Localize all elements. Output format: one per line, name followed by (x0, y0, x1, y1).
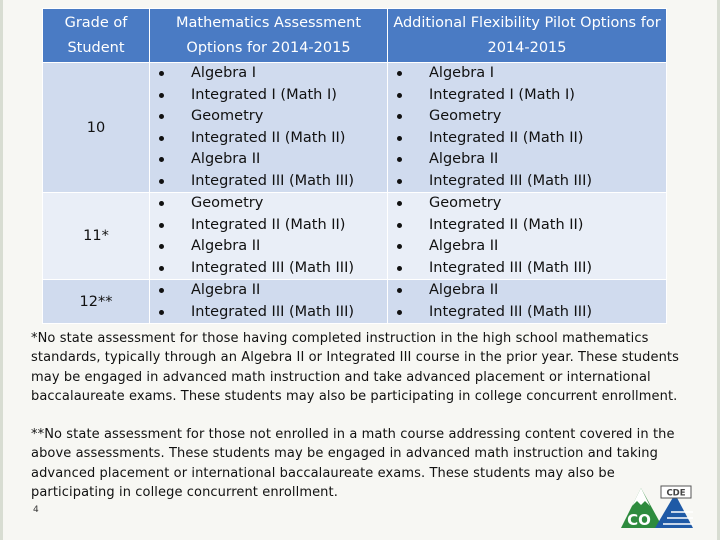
slide-frame-left (0, 0, 3, 540)
option-label: Algebra I (429, 65, 495, 81)
bullet-icon (397, 179, 402, 184)
option-label: Algebra II (429, 238, 499, 254)
list-item (388, 171, 666, 193)
option-label: Integrated III (Math III) (191, 259, 355, 276)
bullet-icon (397, 136, 402, 141)
header-assessment-options: Mathematics Assessment Options for 2014-2015 (150, 9, 388, 63)
list-item (150, 215, 387, 237)
option-label: Algebra II (429, 151, 499, 167)
bullet-icon (159, 266, 164, 271)
list-item (150, 171, 387, 193)
list-item (388, 63, 666, 85)
bullet-icon (159, 71, 164, 76)
header-pilot-options: Additional Flexibility Pilot Options for 2014-2015 (388, 9, 667, 63)
list-item (388, 106, 666, 128)
option-label: Geometry (429, 108, 502, 124)
bullet-icon (397, 71, 402, 76)
option-label: Integrated I (Math I) (191, 86, 337, 103)
option-label: Geometry (191, 108, 264, 124)
option-label: Integrated II (Math II) (191, 216, 346, 233)
table-row-grade-12 (43, 280, 667, 324)
pilot-options-cell (388, 280, 667, 324)
list-item (388, 280, 666, 302)
bullet-icon (159, 223, 164, 228)
bullet-icon (159, 310, 164, 315)
option-label: Geometry (429, 195, 502, 211)
option-label: Geometry (191, 195, 264, 211)
list-item (150, 236, 387, 258)
option-label: Algebra I (191, 65, 257, 81)
list-item (150, 149, 387, 171)
logo-cde-text: CDE (666, 488, 686, 499)
assessment-options-cell (150, 280, 388, 324)
bullet-icon (159, 157, 164, 162)
option-label: Algebra II (191, 238, 261, 254)
list-item (150, 85, 387, 107)
bullet-icon (159, 179, 164, 184)
list-item (150, 63, 387, 85)
cde-logo (619, 484, 693, 530)
footnote-grade-11: *No state assessment for those having completed instruction in the high school mathematics standards, typically through an Algebra II or Integrated III course in the prior year. These students may be engaged in advanced math instruction and take advanced placement or international baccalaureate exams. These students may also be participating in college concurrent enrollment. (31, 331, 679, 404)
list-item (388, 215, 666, 237)
bullet-icon (397, 223, 402, 228)
option-label: Integrated III (Math III) (429, 172, 593, 189)
list-item (388, 149, 666, 171)
bullet-icon (397, 310, 402, 315)
cde-logo-icon (619, 484, 693, 530)
bullet-icon (397, 244, 402, 249)
option-label: Algebra II (429, 282, 499, 298)
option-label: Integrated I (Math I) (429, 86, 575, 103)
list-item (388, 236, 666, 258)
bullet-icon (159, 288, 164, 293)
pilot-options-cell (388, 63, 667, 193)
bullet-icon (159, 136, 164, 141)
option-label: Integrated III (Math III) (429, 259, 593, 276)
list-item (150, 128, 387, 150)
grade-cell: 10 (43, 63, 150, 193)
logo-co-text: CO (627, 511, 651, 529)
grade-cell: 11* (43, 193, 150, 280)
bullet-icon (159, 244, 164, 249)
list-item (388, 302, 666, 324)
list-item (150, 280, 387, 302)
bullet-icon (159, 201, 164, 206)
assessment-options-cell (150, 63, 388, 193)
list-item (388, 193, 666, 215)
assessment-options-cell (150, 193, 388, 280)
option-label: Integrated III (Math III) (191, 172, 355, 189)
bullet-icon (397, 114, 402, 119)
list-item (150, 106, 387, 128)
list-item (150, 302, 387, 324)
table-header-row (43, 9, 667, 63)
footnote-grade-12: **No state assessment for those not enrolled in a math course addressing content covered in the above assessments. These students may be engaged in advanced math instruction and taking advanced placement or international baccalaureate exams. These students may also be participating in college concurrent enrollment. (31, 427, 675, 500)
bullet-icon (397, 93, 402, 98)
bullet-icon (397, 201, 402, 206)
option-label: Algebra II (191, 151, 261, 167)
option-label: Integrated III (Math III) (429, 303, 593, 320)
page-number: 4 (33, 505, 39, 515)
list-item (150, 193, 387, 215)
assessment-options-table (42, 8, 667, 324)
list-item (388, 128, 666, 150)
list-item (150, 258, 387, 280)
pilot-options-cell (388, 193, 667, 280)
header-grade: Grade of Student (43, 9, 150, 63)
option-label: Algebra II (191, 282, 261, 298)
option-label: Integrated II (Math II) (191, 129, 346, 146)
bullet-icon (159, 93, 164, 98)
option-label: Integrated II (Math II) (429, 129, 584, 146)
bullet-icon (159, 114, 164, 119)
bullet-icon (397, 266, 402, 271)
list-item (388, 258, 666, 280)
option-label: Integrated III (Math III) (191, 303, 355, 320)
list-item (388, 85, 666, 107)
bullet-icon (397, 288, 402, 293)
option-label: Integrated II (Math II) (429, 216, 584, 233)
grade-cell: 12** (43, 280, 150, 324)
table-row-grade-10 (43, 63, 667, 193)
table-row-grade-11 (43, 193, 667, 280)
bullet-icon (397, 157, 402, 162)
